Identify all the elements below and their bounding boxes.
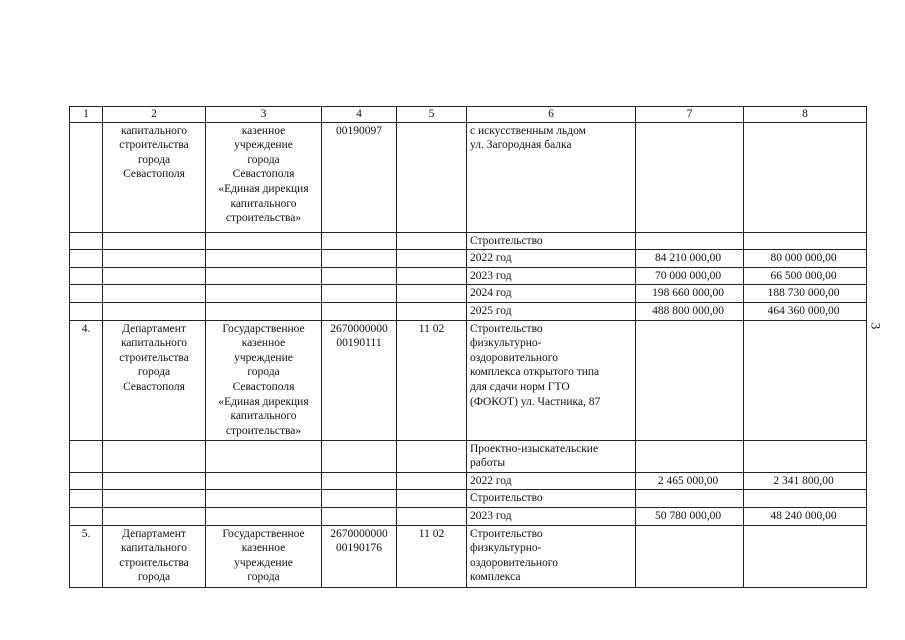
header-cell: 7 (636, 107, 744, 123)
empty-cell (397, 490, 467, 508)
subheading-row (70, 232, 867, 250)
cell-text-line: 2023 год (470, 509, 512, 522)
empty-cell (206, 507, 322, 525)
empty-cell (322, 267, 397, 285)
cell-text-line: 2024 год (470, 287, 512, 300)
year-row (70, 250, 867, 268)
cell-text-line: комплекса (470, 571, 521, 584)
section-cell (397, 122, 467, 232)
empty-cell (322, 507, 397, 525)
cell-text-line: 2670000000 (330, 322, 388, 335)
cell-text-line: оздоровительного (470, 556, 558, 569)
empty-cell (103, 250, 206, 268)
cell-text-line: 198 660 000,00 (652, 287, 724, 300)
cell-text-line: «Единая дирекция (218, 395, 309, 408)
empty-cell (103, 490, 206, 508)
empty-cell (636, 320, 744, 440)
cell-text-line: ул. Загородная балка (470, 139, 572, 152)
amount-col7-cell (636, 285, 744, 303)
cell-text-line: 11 02 (418, 322, 445, 335)
cell-text-line: города (137, 571, 171, 584)
cell-text-line: физкультурно- (470, 542, 542, 555)
empty-cell (206, 490, 322, 508)
object-name-cell (467, 122, 636, 232)
empty-cell (70, 232, 103, 250)
cell-text-line: 48 240 000,00 (770, 509, 837, 522)
amount-col7-cell (636, 472, 744, 490)
object-name-cell (467, 525, 636, 587)
amount-col7-cell (636, 507, 744, 525)
empty-cell (636, 525, 744, 587)
cell-text-line: 00190176 (336, 542, 382, 555)
cell-text-line: строительства (119, 351, 189, 364)
empty-cell (397, 440, 467, 472)
empty-cell (636, 440, 744, 472)
cell-text-line: 66 500 000,00 (770, 269, 837, 282)
cell-text-line: Государственное (222, 322, 305, 335)
empty-cell (397, 267, 467, 285)
header-cell: 5 (397, 107, 467, 123)
budget-table-container (69, 106, 867, 588)
year-label-cell (467, 507, 636, 525)
year-label-cell (467, 472, 636, 490)
empty-cell (636, 232, 744, 250)
cell-text-line: города (137, 366, 171, 379)
year-label-cell (467, 267, 636, 285)
cell-text-line: 464 360 000,00 (767, 304, 840, 317)
cell-text-line: 488 800 000,00 (652, 304, 724, 317)
cell-text-line: Департамент (122, 322, 186, 335)
institution-cell (206, 525, 322, 587)
section-cell (397, 320, 467, 440)
cell-text-line: капитального (120, 124, 188, 137)
cell-text-line: казенное (241, 124, 286, 137)
year-row (70, 267, 867, 285)
empty-cell (206, 267, 322, 285)
cell-text-line: Севастополя (232, 380, 295, 393)
amount-col8-cell (744, 507, 867, 525)
amount-col8-cell (744, 472, 867, 490)
cell-text-line: капитального (120, 337, 188, 350)
cell-text-line: казенное (241, 542, 286, 555)
empty-cell (322, 490, 397, 508)
cell-text-line: 2025 год (470, 304, 512, 317)
empty-cell (206, 232, 322, 250)
empty-cell (103, 472, 206, 490)
cell-text-line: 11 02 (418, 527, 445, 540)
cell-text-line: Севастополя (123, 380, 185, 393)
empty-cell (397, 250, 467, 268)
subheading-cell (467, 232, 636, 250)
empty-cell (322, 250, 397, 268)
cell-text-line: 00190097 (336, 124, 382, 137)
code-cell (322, 320, 397, 440)
year-label-cell (467, 250, 636, 268)
cell-text-line: города (137, 153, 171, 166)
cell-text-line: 2022 год (470, 474, 512, 487)
department-cell (103, 122, 206, 232)
year-row (70, 285, 867, 303)
header-cell: 3 (206, 107, 322, 123)
cell-text-line: капитального (120, 542, 188, 555)
cell-text-line: 84 210 000,00 (654, 252, 722, 265)
cell-text-line: города (247, 153, 280, 166)
cell-text-line: города (247, 366, 280, 379)
cell-text-line: 80 000 000,00 (770, 252, 837, 265)
empty-cell (322, 232, 397, 250)
empty-cell (636, 490, 744, 508)
code-cell (322, 525, 397, 587)
cell-text-line: 00190111 (336, 337, 382, 350)
subheading-row (70, 490, 867, 508)
empty-cell (206, 472, 322, 490)
cell-text-line: учреждение (234, 556, 293, 569)
object-row (70, 525, 867, 587)
cell-text-line: города (247, 571, 280, 584)
cell-text-line: 5. (81, 527, 91, 540)
empty-cell (397, 472, 467, 490)
cell-text-line: учреждение (234, 139, 293, 152)
amount-col8-cell (744, 250, 867, 268)
empty-cell (70, 250, 103, 268)
cell-text-line: Государственное (222, 527, 305, 540)
cell-text-line: с искусственным льдом (470, 124, 586, 137)
empty-cell (744, 490, 867, 508)
empty-cell (206, 302, 322, 320)
cell-text-line: 2670000000 (330, 527, 388, 540)
cell-text-line: 4. (81, 322, 91, 335)
empty-cell (70, 472, 103, 490)
cell-text-line: Строительство (470, 527, 543, 540)
empty-cell (103, 232, 206, 250)
empty-cell (322, 302, 397, 320)
department-cell (103, 320, 206, 440)
row-number-cell (70, 320, 103, 440)
cell-text-line: Строительство (470, 492, 543, 505)
cell-text-line: строительства (119, 556, 189, 569)
header-cell: 1 (70, 107, 103, 123)
cell-text-line: 70 000 000,00 (654, 269, 722, 282)
cell-text-line: Строительство (470, 234, 543, 247)
cell-text-line: «Единая дирекция (218, 182, 309, 195)
cell-text-line: строительства» (225, 212, 302, 225)
empty-cell (103, 267, 206, 285)
amount-col8-cell (744, 302, 867, 320)
empty-cell (206, 285, 322, 303)
cell-text-line: Проектно-изыскательские (470, 442, 599, 455)
cell-text-line: оздоровительного (470, 351, 558, 364)
object-row (70, 122, 867, 232)
year-row (70, 302, 867, 320)
empty-cell (744, 525, 867, 587)
empty-cell (103, 302, 206, 320)
year-label-cell (467, 285, 636, 303)
cell-text-line: Севастополя (123, 168, 185, 181)
header-row (70, 107, 867, 123)
empty-cell (103, 440, 206, 472)
empty-cell (322, 472, 397, 490)
amount-col8-cell (744, 267, 867, 285)
empty-cell (70, 267, 103, 285)
year-row (70, 507, 867, 525)
year-row (70, 472, 867, 490)
empty-cell (744, 440, 867, 472)
header-cell: 6 (467, 107, 636, 123)
cell-text-line: 2 465 000,00 (657, 474, 719, 487)
cell-text-line: для сдачи норм ГТО (470, 380, 570, 393)
cell-text-line: физкультурно- (470, 337, 542, 350)
empty-cell (70, 507, 103, 525)
empty-cell (636, 122, 744, 232)
subheading-cell (467, 440, 636, 472)
row-number-cell (70, 122, 103, 232)
code-cell (322, 122, 397, 232)
cell-text-line: (ФОКОТ) ул. Частника, 87 (470, 395, 601, 408)
header-cell: 2 (103, 107, 206, 123)
budget-table (69, 106, 867, 588)
institution-cell (206, 122, 322, 232)
empty-cell (744, 232, 867, 250)
cell-text-line: казенное (241, 337, 286, 350)
empty-cell (744, 122, 867, 232)
object-row (70, 320, 867, 440)
empty-cell (397, 232, 467, 250)
section-cell (397, 525, 467, 587)
amount-col8-cell (744, 285, 867, 303)
row-number-cell (70, 525, 103, 587)
cell-text-line: капитального (230, 410, 297, 423)
subheading-cell (467, 490, 636, 508)
cell-text-line: 2023 год (470, 269, 512, 282)
table-body (70, 107, 867, 588)
cell-text-line: 50 780 000,00 (654, 509, 722, 522)
cell-text-line: 2 341 800,00 (773, 474, 834, 487)
empty-cell (322, 285, 397, 303)
empty-cell (70, 440, 103, 472)
cell-text-line: Строительство (470, 322, 543, 335)
empty-cell (206, 250, 322, 268)
subheading-row (70, 440, 867, 472)
cell-text-line: капитального (230, 197, 297, 210)
header-cell: 4 (322, 107, 397, 123)
cell-text-line: 188 730 000,00 (767, 287, 840, 300)
amount-col7-cell (636, 302, 744, 320)
department-cell (103, 525, 206, 587)
empty-cell (397, 285, 467, 303)
empty-cell (70, 285, 103, 303)
header-cell: 8 (744, 107, 867, 123)
cell-text-line: строительства (119, 139, 189, 152)
object-name-cell (467, 320, 636, 440)
empty-cell (744, 320, 867, 440)
cell-text-line: комплекса открытого типа (470, 366, 600, 379)
amount-col7-cell (636, 250, 744, 268)
cell-text-line: строительства» (225, 424, 302, 437)
empty-cell (397, 302, 467, 320)
cell-text-line: 2022 год (470, 252, 512, 265)
empty-cell (103, 507, 206, 525)
cell-text-line: учреждение (234, 351, 293, 364)
year-label-cell (467, 302, 636, 320)
empty-cell (206, 440, 322, 472)
empty-cell (103, 285, 206, 303)
cell-text-line: Департамент (122, 527, 186, 540)
page-number: 3 (868, 322, 884, 330)
institution-cell (206, 320, 322, 440)
empty-cell (322, 440, 397, 472)
cell-text-line: Севастополя (232, 168, 295, 181)
empty-cell (70, 302, 103, 320)
empty-cell (397, 507, 467, 525)
empty-cell (70, 490, 103, 508)
amount-col7-cell (636, 267, 744, 285)
cell-text-line: работы (470, 457, 506, 470)
